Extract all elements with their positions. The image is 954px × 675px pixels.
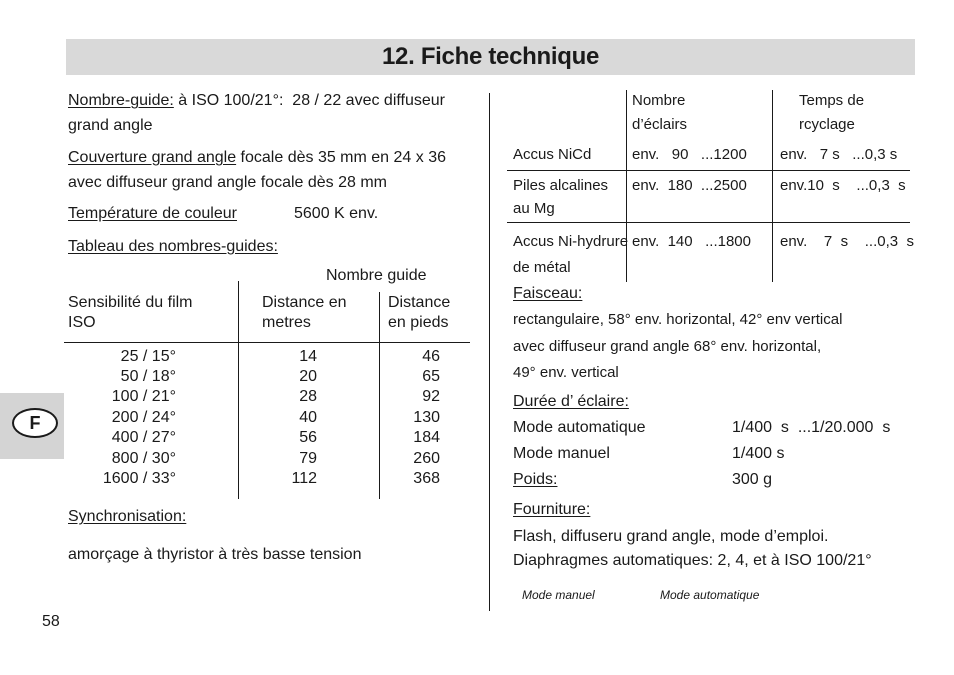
language-tab-letter: F (12, 408, 58, 438)
manual-mode-value: 1/400 s (732, 445, 785, 462)
guide-number-label: Nombre-guide: (68, 92, 174, 109)
sync-value: amorçage à thyristor à très basse tension (68, 546, 362, 563)
manual-mode-label: Mode manuel (513, 445, 610, 462)
iso-cell: 800 / 30° (111, 450, 176, 467)
guide-table-divider-2 (379, 292, 380, 499)
guide-table-group-header: Nombre guide (326, 267, 427, 284)
col-ft-header-1: Distance (388, 294, 451, 311)
guide-table-header-rule (64, 342, 470, 343)
col-iso-header-2: ISO (68, 314, 96, 331)
m-cell: 112 (291, 470, 317, 487)
battery-flashes: env. 140 ...1800 (632, 233, 751, 250)
battery-flashes: env. 180 ...2500 (632, 177, 747, 194)
battery-recycle: env. 7 s ...0,3 s (780, 233, 914, 250)
ft-cell: 92 (422, 388, 440, 405)
iso-cell: 1600 / 33° (102, 470, 176, 487)
battery-table-rule-1 (507, 170, 910, 171)
ft-cell: 184 (413, 429, 440, 446)
header-flashes-2: d’éclairs (632, 116, 688, 133)
battery-type: Accus Ni-hydrure (513, 233, 629, 250)
m-cell: 56 (299, 429, 317, 446)
page-number: 58 (42, 613, 60, 630)
sync-label: Synchronisation: (68, 508, 187, 525)
iso-cell: 100 / 21° (111, 388, 176, 405)
battery-type: Accus NiCd (513, 146, 592, 163)
iso-cell: 200 / 24° (111, 409, 176, 426)
beam-line-3: 49° env. vertical (513, 364, 619, 381)
m-cell: 14 (299, 348, 317, 365)
footnote-manual: Mode manuel (522, 588, 595, 602)
col-m-header-1: Distance en (262, 294, 347, 311)
weight-value: 300 g (732, 471, 773, 488)
m-cell: 20 (299, 368, 317, 385)
battery-flashes: env. 90 ...1200 (632, 146, 747, 163)
title-bar (66, 39, 915, 75)
header-flashes-1: Nombre (632, 92, 686, 109)
battery-table-divider-1 (626, 90, 627, 282)
battery-recycle: env.10 s ...0,3 s (780, 177, 906, 194)
color-temp-label: Température de couleur (68, 205, 237, 222)
auto-mode-label: Mode automatique (513, 419, 646, 436)
header-recycle-1: Temps de (799, 92, 865, 109)
ft-cell: 368 (413, 470, 440, 487)
battery-table-rule-2 (507, 222, 910, 223)
col-iso-header-1: Sensibilité du film (68, 294, 193, 311)
ft-cell: 65 (422, 368, 440, 385)
beam-label: Faisceau: (513, 285, 583, 302)
guide-number-value-2: grand angle (68, 117, 153, 134)
coverage-value: focale dès 35 mm en 24 x 36 (236, 149, 447, 166)
battery-recycle: env. 7 s ...0,3 s (780, 146, 898, 163)
supply-label: Fourniture: (513, 501, 591, 518)
m-cell: 79 (299, 450, 317, 467)
auto-mode-value: 1/400 s ...1/20.000 s (732, 419, 891, 436)
battery-type-2: au Mg (513, 200, 555, 217)
battery-type: Piles alcalines (513, 177, 609, 194)
coverage-value-2: avec diffuseur grand angle focale dès 28 mm (68, 174, 388, 191)
flash-duration-label: Durée d’ éclaire: (513, 393, 629, 410)
guide-table-divider-1 (238, 281, 239, 499)
guide-number-line (68, 91, 488, 111)
iso-cell: 50 / 18° (120, 368, 176, 385)
iso-cell: 400 / 27° (111, 429, 176, 446)
ft-cell: 130 (413, 409, 440, 426)
col-ft-header-2: en pieds (388, 314, 449, 331)
iso-cell: 25 / 15° (120, 348, 176, 365)
weight-label: Poids: (513, 471, 558, 488)
page-title: 12. Fiche technique (381, 43, 600, 70)
supply-line-1: Flash, diffuseru grand angle, mode d’emploi. (513, 528, 829, 545)
header-recycle-2: rcyclage (799, 116, 855, 133)
ft-cell: 260 (413, 450, 440, 467)
battery-type-2: de métal (513, 259, 571, 276)
color-temp-value: 5600 K env. (294, 205, 379, 222)
beam-line-1: rectangulaire, 58° env. horizontal, 42° env vertical (513, 311, 843, 328)
column-divider (489, 93, 490, 611)
coverage-label: Couverture grand angle (68, 149, 237, 166)
supply-line-2: Diaphragmes automatiques: 2, 4, et à ISO 100/21° (513, 552, 872, 569)
ft-cell: 46 (422, 348, 440, 365)
guide-table-label: Tableau des nombres-guides: (68, 238, 278, 255)
coverage-line (68, 148, 488, 168)
beam-line-2: avec diffuseur grand angle 68° env. horizontal, (513, 338, 822, 355)
guide-number-value: à ISO 100/21°: 28 / 22 avec diffuseur (173, 92, 445, 109)
col-m-header-2: metres (262, 314, 311, 331)
battery-table-divider-2 (772, 90, 773, 282)
m-cell: 40 (299, 409, 317, 426)
m-cell: 28 (299, 388, 317, 405)
footnote-auto: Mode automatique (660, 588, 760, 602)
